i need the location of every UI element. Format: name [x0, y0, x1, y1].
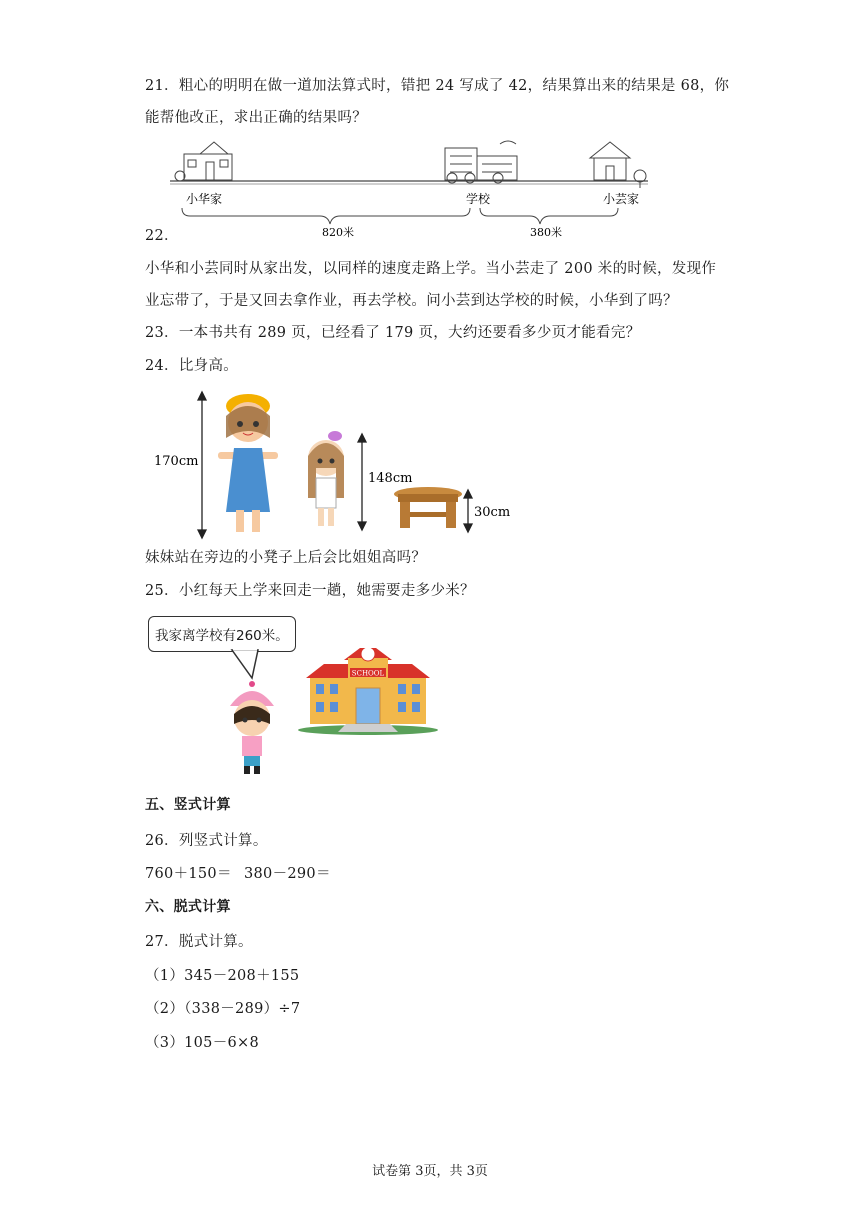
route-map-figure: [170, 136, 660, 241]
speech-text: 我家离学校有260米。: [155, 628, 289, 644]
q25-text: 25．小红每天上学来回走一趟，她需要走多少米？: [145, 583, 475, 599]
q26-title: 26．列竖式计算。: [145, 833, 268, 849]
q27-title: 27．脱式计算。: [145, 934, 253, 950]
q21-line2: 能帮他改正，求出正确的结果吗？: [145, 110, 367, 126]
label-148cm: 148cm: [368, 471, 413, 486]
q27-item-1: （1）345－208＋155: [145, 968, 300, 984]
label-30cm: 30cm: [474, 505, 511, 520]
label-xiaoyun-home: 小芸家: [603, 192, 640, 206]
section6-heading: 六、脱式计算: [145, 899, 231, 915]
q22-number: 22．: [145, 228, 179, 244]
q22-line2: 业忘带了，于是又回去拿作业，再去学校。问小芸到达学校的时候，小华到了吗？: [145, 293, 678, 309]
q27-item-3: （3）105－6×8: [145, 1035, 260, 1051]
distance-820: 820米: [322, 226, 354, 239]
xiaohong-illustration: [230, 681, 274, 774]
stool-illustration: [394, 487, 462, 528]
brace-left: [182, 208, 470, 224]
q27-item-2: （2）（338－289）÷7: [145, 1001, 301, 1017]
q24-question: 妹妹站在旁边的小凳子上后会比姐姐高吗？: [145, 550, 427, 566]
label-xiaohua-home: 小华家: [186, 192, 223, 206]
section5-heading: 五、竖式计算: [145, 797, 231, 813]
school-building-icon: [445, 141, 517, 183]
speech-bubble: [148, 616, 296, 652]
school-illustration: [298, 648, 438, 735]
xiaohua-house-icon: [175, 142, 232, 181]
younger-sister-illustration: [308, 431, 344, 526]
school-sign: SCHOOL: [351, 669, 385, 678]
q24-title: 24．比身高。: [145, 358, 239, 374]
label-school: 学校: [466, 192, 491, 206]
page-footer: 试卷第 3页，共 3页: [372, 1164, 488, 1179]
q26-expr1: 760＋150＝: [145, 866, 232, 882]
q21-line1: 21．粗心的明明在做一道加法算式时，错把 24 写成了 42，结果算出来的结果是 68，你: [145, 78, 730, 94]
older-sister-illustration: [218, 394, 278, 532]
height-comparison-figure: [148, 386, 528, 542]
q22-line1: 小华和小芸同时从家出发，以同样的速度走路上学。当小芸走了 200 米的时候，发现作: [145, 261, 717, 277]
distance-380: 380米: [530, 226, 562, 239]
q26-expr2: 380－290＝: [244, 866, 331, 882]
label-170cm: 170cm: [154, 454, 199, 469]
school-scene-figure: [150, 648, 442, 778]
q23-text: 23．一本书共有 289 页，已经看了 179 页，大约还要看多少页才能看完？: [145, 325, 641, 341]
brace-right: [480, 208, 618, 224]
